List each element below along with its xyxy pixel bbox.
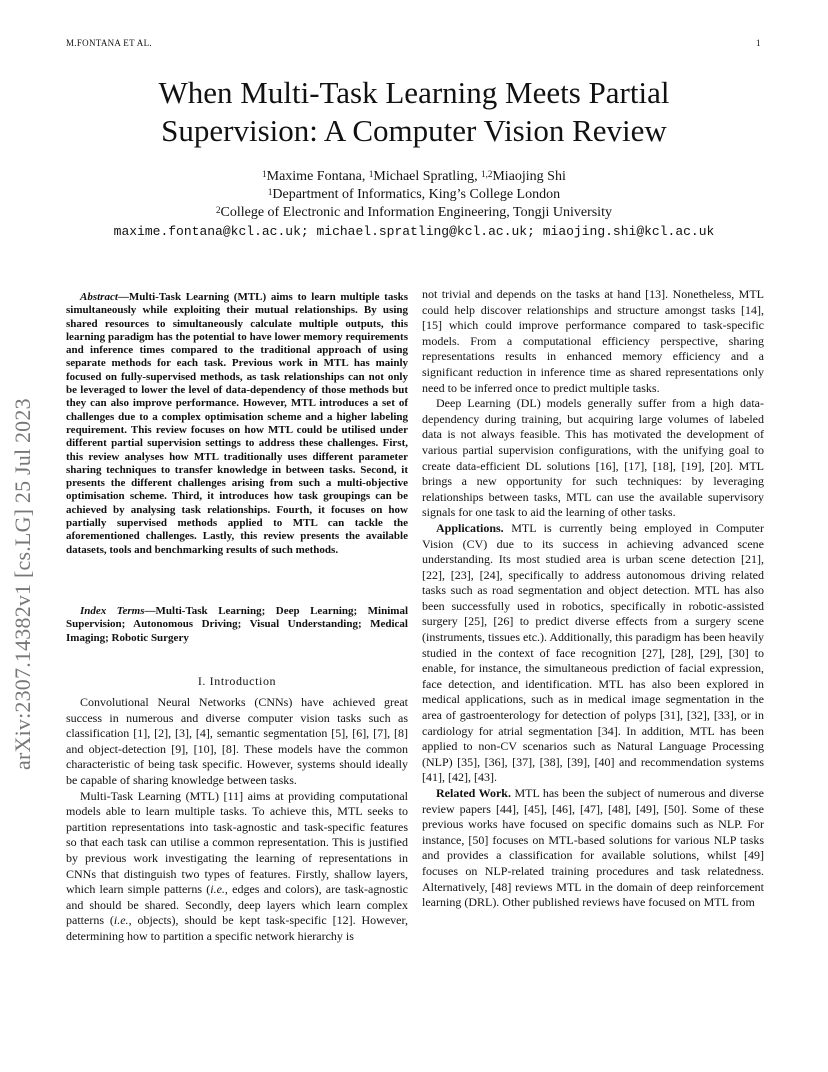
right-column (422, 287, 764, 911)
abstract-text: —Multi-Task Learning (MTL) aims to learn multiple tasks simultaneously while exploiting their mutual relationships. By using shared resources to simultaneously calculate multiple outputs, this learning paradigm has the potential to have lower memory requirements and inference times compared to the traditional approach of using separate methods for each task. Previous work in MTL has mainly focused on fully-supervised methods, as task relationships can not only be leveraged to lower the level of data-dependency of those methods but they can also improve performance. However, MTL introduces a set of challenges due to a complex optimisation scheme and a higher labeling requirement. This review focuses on how MTL could be utilised under different partial supervision settings to address these challenges. First, this review analyses how MTL traditionally uses different parameter sharing techniques to transfer knowledge in between tasks. Second, it presents the different challenges arising from such a multi-objective optimisation scheme. Third, it introduces how task groupings can be achieved by analysing task relationships. Fourth, it focuses on how partially supervised methods applied to MTL can tackle the aforementioned challenges. Lastly, this review presents the available datasets, tools and benchmarking results of such methods. (66, 291, 408, 556)
index-terms-lead: Index Terms (80, 605, 145, 617)
affil-mark: 1 (262, 169, 267, 179)
affil-mark: 1 (368, 169, 374, 179)
affil-mark: 2 (216, 205, 221, 215)
intro-column (66, 695, 408, 945)
intro-paragraph-1: Convolutional Neural Networks (CNNs) have achieved great success in numerous and diverse computer vision tasks such as classification [1], [2], [3], [4], semantic segmentation [5], [6], [7], [8] and object-detection [9], [10], [8]. These models have the common characteristic of being task specific. However, systems should ideally be capable of sharing knowledge between tasks. (66, 695, 408, 787)
index-terms (66, 605, 408, 645)
running-head: M.FONTANA ET AL. (66, 38, 152, 48)
affil-mark: 1 (267, 187, 273, 197)
runin-heading: Related Work. (436, 786, 511, 800)
author-names (60, 168, 768, 186)
author-name: Maxime Fontana, (266, 169, 369, 184)
abstract-paragraph (66, 291, 408, 557)
right-paragraph-1: not trivial and depends on the tasks at hand [13]. Nonetheless, MTL could help discover relationships and structure amongst tasks [14], [15] which could improve performance compared to task-specific models. From a computational efficiency perspective, sharing representations results in enhanced memory efficiency and a significant reduction in inference time as shared representations only need to be inferred once to predict multiple tasks. (422, 287, 764, 395)
text-run: Multi-Task Learning (MTL) [11] aims at providing computational models able to learn multiple tasks. To achieve this, MTL seeks to partition representations into task-agnostic and task-specific features so that each task can utilise a common representation. This is justified by previous work investigating the learning of representations in CNNs that distinguish two types of features. Firstly, shallow layers, which learn simple patterns ( (66, 788, 408, 897)
affiliation-2 (60, 204, 768, 222)
affiliation-text: College of Electronic and Information Engineering, Tongji University (220, 205, 612, 220)
italic-run: i.e. (210, 882, 225, 897)
index-terms-paragraph (66, 605, 408, 645)
italic-run: i.e. (113, 913, 129, 928)
author-block (60, 168, 768, 222)
page-number: 1 (756, 38, 761, 48)
abstract (66, 291, 408, 557)
section-heading: I. Introduction (197, 674, 277, 688)
text-run: , edges and colors), are task-agnostic and should be shared. Secondly, deep layers which learn complex patterns ( (66, 882, 409, 928)
arxiv-stamp: arXiv:2307.14382v1 [cs.LG] 25 Jul 2023 (10, 398, 35, 770)
applications-paragraph (422, 521, 764, 786)
runin-heading: Applications. (436, 520, 504, 535)
title-line-1: When Multi-Task Learning Meets Partial (158, 75, 670, 110)
author-name: Miaojing Shi (492, 169, 566, 184)
text-run: , objects), should be kept task-specific [12]. However, determining how to partition a specific network hierarchy is (66, 913, 408, 943)
affiliation-text: Department of Informatics, King’s College London (272, 187, 561, 202)
text-run: MTL has been the subject of numerous and diverse review papers [44], [45], [46], [47], [48], [49], [50]. Some of these previous works have focused on specific domains such as NLP. For instance, [50] focuses on MTL-based solutions for various NLP tasks and provides a classification for available solutions, whilst [49] focuses on NLP-related training procedures and task relatedness. Alternatively, [48] reviews MTL in the domain of deep reinforcement learning (DRL). Other published reviews have focused on MTL from (422, 786, 764, 910)
index-terms-text: —Multi-Task Learning; Deep Learning; Minimal Supervision; Autonomous Driving; Visual Understanding; Medical Imaging; Robotic Surgery (66, 605, 408, 644)
related-work-paragraph (422, 786, 764, 911)
author-emails: maxime.fontana@kcl.ac.uk; michael.spratling@kcl.ac.uk; miaojing.shi@kcl.ac.uk (113, 224, 715, 239)
paper-title (60, 74, 768, 150)
right-paragraph-2: Deep Learning (DL) models generally suffer from a high data-dependency during training, but acquiring large volumes of labeled data is not always feasible. This has motivated the development of various partial supervision configurations, with the unifying goal to create data-efficient DL solutions [16], [17], [18], [19], [20]. MTL brings a new opportunity for such techniques: by leveraging relationships between tasks, MTL can use the available supervisory signals for one task to aid the learning of other tasks. (422, 396, 764, 520)
text-run: MTL is currently being employed in Computer Vision (CV) due to its success in achieving advanced scene understanding. Its most studied area is urban scene detection [21], [22], [23], [24], specifically to address autonomous driving related tasks such as road segmentation and object detection. MTL has also been successfully used in robotics, specifically in robotic-assisted surgery [25], [26] to predict diverse effects from a surgery scene (instruments, tissues etc.). Additionally, this paradigm has been heavily studied in the context of face recognition [27], [28], [29], [30] to enable, for instance, the simultaneous prediction of facial expression, face detection, and identification. MTL has also been explored in medical applications, such as in medical image segmentation in the area of gastroenterology for detection of polyps [31], [32], [33], or in cardiology for atrial segmentation [34]. In addition, MTL has been applied to non-CV scenarios such as Natural Language Processing (NLP) [35], [36], [37], [38], [39], [40] and recommendation systems [41], [42], [43]. (422, 520, 764, 785)
intro-paragraph-2 (66, 789, 408, 945)
title-line-2: Supervision: A Computer Vision Review (161, 113, 667, 148)
affiliation-1 (60, 186, 768, 204)
affil-mark: 1,2 (481, 169, 493, 179)
abstract-lead: Abstract (80, 291, 118, 303)
author-name: Michael Spratling, (373, 169, 482, 184)
